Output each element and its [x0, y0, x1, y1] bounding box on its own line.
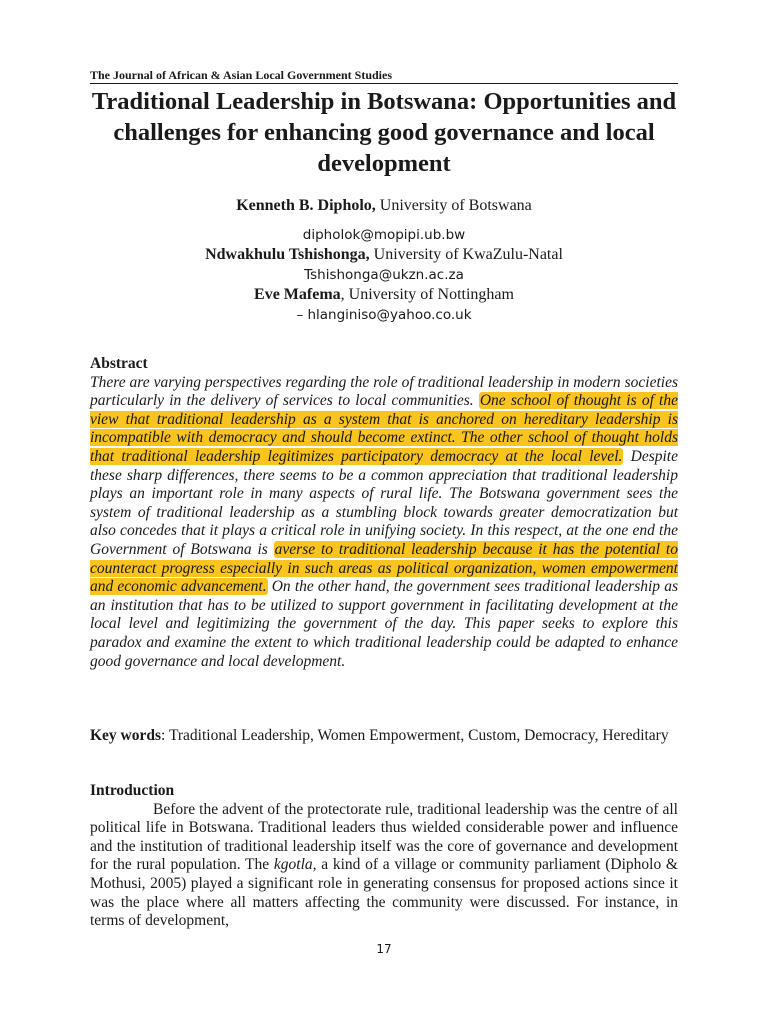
keywords-section — [90, 727, 678, 746]
abstract-text: There are varying perspectives regarding the role of traditional leadership in modern societies particularly in the delivery of services to local communities. — [90, 373, 678, 410]
journal-running-head: The Journal of African & Asian Local Government Studies — [90, 68, 678, 84]
highlighted-passage[interactable]: averse to traditional leadership because it has the potential to counteract progress especially in such areas as political organization, women empowerment and economic advancement. — [90, 540, 678, 596]
author-name: Kenneth B. Dipholo, — [236, 197, 376, 214]
introduction-paragraph — [90, 801, 678, 931]
author-affiliation: University of Botswana — [375, 197, 532, 214]
author-email[interactable]: – hlanginiso@yahoo.co.uk — [296, 307, 472, 323]
author-line — [90, 245, 678, 265]
keywords-list: : Traditional Leadership, Women Empowerment, Custom, Democracy, Hereditary — [161, 727, 669, 744]
kgotla-term: kgotla, — [273, 856, 317, 874]
page-number: 17 — [376, 942, 392, 956]
abstract-text: On the other hand, the government sees traditional leadership as an institution that has to be utilized to support government in facilitating development at the local level and legitimizing the government of the day. This paper seeks to explore this paradox and examine the extent to which traditional leadership could be adapted to enhance good governance and local development. — [90, 578, 678, 670]
author-email[interactable]: Tshishonga@ukzn.ac.za — [304, 267, 464, 283]
abstract-heading: Abstract — [90, 355, 148, 372]
introduction-heading: Introduction — [90, 782, 175, 799]
paper-title: Traditional Leadership in Botswana: Opportunities and challenges for enhancing good governance and local development — [91, 88, 677, 177]
highlighted-passage[interactable]: One school of thought is of the view that traditional leadership as a system that is anchored on hereditary leadership is incompatible with democracy and should become extinct. The other school of thought holds that traditional leadership legitimizes participatory democracy at the local level. — [90, 392, 678, 465]
author-line — [90, 285, 678, 305]
author-block — [90, 196, 678, 325]
author-email[interactable]: dipholok@mopipi.ub.bw — [302, 227, 466, 243]
body-text: Before the advent of the protectorate rule, traditional leadership was the centre of all political life in Botswana. Traditional leaders thus wielded considerable power and influence and the institution of traditional leadership itself was the core of governance and development for the rural population. The — [90, 800, 678, 874]
author-affiliation: , University of Nottingham — [340, 286, 514, 303]
author-affiliation: University of KwaZulu-Natal — [369, 246, 563, 263]
keywords-label: Key words — [90, 727, 162, 744]
introduction-section — [90, 782, 678, 931]
body-text: a kind of a village or community parliament (Dipholo & Mothusi, 2005) played a significant role in generating consensus for proposed actions since it was the place where all matters affecting the community were discussed. For instance, in terms of development, — [90, 856, 678, 930]
abstract-text: Despite these sharp differences, there seems to be a common appreciation that traditional leadership plays an important role in many aspects of rural life. The Botswana government sees the system of traditional leadership as a stumbling block towards greater democratization but also concedes that it plays a critical role in unifying society. In this respect, at the one end the Government of Botswana is — [90, 447, 678, 558]
abstract-section — [90, 355, 678, 671]
author-name: Ndwakhulu Tshishonga, — [205, 246, 370, 263]
author-line — [90, 196, 678, 216]
abstract-body — [90, 374, 678, 672]
author-name: Eve Mafema — [254, 286, 341, 303]
